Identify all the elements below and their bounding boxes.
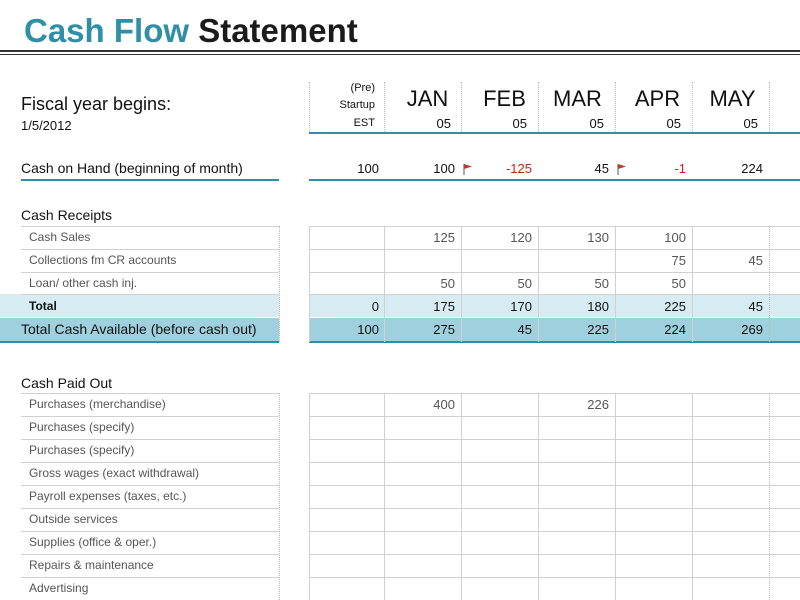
total-startup: 0 xyxy=(371,299,379,314)
fiscal-year-label: Fiscal year begins: xyxy=(21,94,172,114)
grid-col xyxy=(309,226,310,342)
total-mar: 180 xyxy=(587,299,609,314)
grid-line xyxy=(21,249,279,250)
month-header-apr: APR xyxy=(634,86,681,111)
grid-line xyxy=(309,416,800,417)
grid-col xyxy=(461,393,462,600)
supplies-label: Supplies (office & oper.) xyxy=(29,535,157,549)
header-divider xyxy=(538,82,539,134)
cash-paid-out-label: Cash Paid Out xyxy=(21,375,113,391)
total-may: 45 xyxy=(748,299,763,314)
label-col-edge xyxy=(279,226,280,342)
available-jan: 275 xyxy=(433,322,455,337)
header-divider xyxy=(384,82,385,134)
repairs-label: Repairs & maintenance xyxy=(29,558,154,572)
month-header-feb: FEB xyxy=(483,86,526,111)
available-apr: 224 xyxy=(664,322,686,337)
startup-header-startup: Startup xyxy=(339,99,375,111)
warning-flag-icon xyxy=(617,163,627,175)
grid-col xyxy=(384,226,385,342)
grid-col xyxy=(384,393,385,600)
loan-label: Loan/ other cash inj. xyxy=(29,276,138,290)
advertising-label: Advertising xyxy=(29,581,89,595)
grid-col xyxy=(461,226,462,342)
grid-col-dotted xyxy=(769,226,770,342)
purchases-merch-jan[interactable]: 400 xyxy=(433,397,455,412)
header-divider xyxy=(692,82,693,134)
label-col-edge xyxy=(279,393,280,600)
available-may: 269 xyxy=(741,322,763,337)
header-divider xyxy=(615,82,616,134)
cash-receipts-label: Cash Receipts xyxy=(21,207,113,223)
header-divider xyxy=(309,82,310,134)
cash-sales-jan[interactable]: 125 xyxy=(433,230,455,245)
header-divider xyxy=(769,82,770,134)
coh-may[interactable]: 224 xyxy=(741,161,763,176)
title-statement: Statement xyxy=(198,12,358,49)
collections-label: Collections fm CR accounts xyxy=(29,253,177,267)
startup-header-pre: (Pre) xyxy=(350,82,375,94)
payroll-expenses-label: Payroll expenses (taxes, etc.) xyxy=(29,489,187,503)
grid-line xyxy=(21,462,279,463)
coh-feb[interactable]: -125 xyxy=(505,161,532,176)
month-num-apr: 05 xyxy=(666,116,681,131)
coh-jan[interactable]: 100 xyxy=(433,161,455,176)
gross-wages-label: Gross wages (exact withdrawal) xyxy=(29,466,200,480)
available-underline-values xyxy=(309,341,800,343)
loan-mar[interactable]: 50 xyxy=(594,276,609,291)
month-header-jan: JAN xyxy=(406,86,449,111)
grid-line xyxy=(309,485,800,486)
grid-col xyxy=(309,393,310,600)
coh-apr[interactable]: -1 xyxy=(674,161,686,176)
grid-col xyxy=(538,226,539,342)
grid-line xyxy=(21,272,279,273)
warning-flag-icon xyxy=(463,163,473,175)
available-startup: 100 xyxy=(357,322,379,337)
outside-services-label: Outside services xyxy=(29,512,118,526)
grid-line xyxy=(21,439,279,440)
total-available-label: Total Cash Available (before cash out) xyxy=(21,321,257,337)
total-apr: 225 xyxy=(664,299,686,314)
cash-sales-apr[interactable]: 100 xyxy=(664,230,686,245)
grid-line xyxy=(309,577,800,578)
month-header-mar: MAR xyxy=(553,86,602,111)
purchases-specify-label-2: Purchases (specify) xyxy=(29,443,135,457)
cash-sales-feb[interactable]: 120 xyxy=(510,230,532,245)
grid-col xyxy=(538,393,539,600)
grid-line xyxy=(309,226,800,227)
grid-line xyxy=(309,554,800,555)
month-num-jan: 05 xyxy=(436,116,451,131)
page-title xyxy=(24,12,358,50)
loan-feb[interactable]: 50 xyxy=(517,276,532,291)
grid-line xyxy=(21,416,279,417)
grid-col xyxy=(692,226,693,342)
grid-line xyxy=(309,531,800,532)
fiscal-year-date[interactable]: 1/5/2012 xyxy=(21,118,72,133)
grid-line xyxy=(21,393,279,394)
month-num-feb: 05 xyxy=(512,116,527,131)
purchases-merch-label: Purchases (merchandise) xyxy=(29,397,166,411)
grid-line xyxy=(309,272,800,273)
month-header-may: MAY xyxy=(709,86,756,111)
grid-line xyxy=(309,393,800,394)
coh-startup[interactable]: 100 xyxy=(357,161,379,176)
grid-col xyxy=(615,226,616,342)
title-rule xyxy=(0,50,800,52)
cash-on-hand-underline-values xyxy=(309,179,800,181)
title-cash-flow: Cash Flow xyxy=(24,12,190,49)
startup-header-est: EST xyxy=(353,117,375,129)
grid-line xyxy=(21,226,279,227)
total-feb: 170 xyxy=(510,299,532,314)
cash-on-hand-underline xyxy=(21,179,279,181)
available-feb: 45 xyxy=(517,322,532,337)
grid-line xyxy=(309,294,800,295)
month-num-may: 05 xyxy=(743,116,758,131)
collections-apr[interactable]: 75 xyxy=(671,253,686,268)
available-underline xyxy=(0,341,279,343)
grid-line xyxy=(21,508,279,509)
grid-line xyxy=(309,439,800,440)
loan-jan[interactable]: 50 xyxy=(440,276,455,291)
grid-line xyxy=(21,554,279,555)
cash-sales-label: Cash Sales xyxy=(29,230,91,244)
grid-line xyxy=(21,531,279,532)
title-rule-thin xyxy=(0,54,800,55)
header-divider xyxy=(461,82,462,134)
grid-line xyxy=(21,577,279,578)
collections-may[interactable]: 45 xyxy=(748,253,763,268)
grid-col xyxy=(692,393,693,600)
grid-line xyxy=(309,462,800,463)
grid-line xyxy=(309,508,800,509)
grid-col xyxy=(615,393,616,600)
grid-line xyxy=(21,294,279,295)
header-underline xyxy=(309,132,800,134)
purchases-specify-label: Purchases (specify) xyxy=(29,420,135,434)
month-num-mar: 05 xyxy=(589,116,604,131)
grid-col-dotted xyxy=(769,393,770,600)
grid-line xyxy=(309,249,800,250)
purchases-merch-mar[interactable]: 226 xyxy=(587,397,609,412)
coh-mar[interactable]: 45 xyxy=(594,161,609,176)
total-label: Total xyxy=(29,299,57,313)
grid-line xyxy=(21,485,279,486)
loan-apr[interactable]: 50 xyxy=(671,276,686,291)
total-jan: 175 xyxy=(433,299,455,314)
cash-on-hand-label: Cash on Hand (beginning of month) xyxy=(21,160,243,176)
available-mar: 225 xyxy=(587,322,609,337)
cash-sales-mar[interactable]: 130 xyxy=(587,230,609,245)
